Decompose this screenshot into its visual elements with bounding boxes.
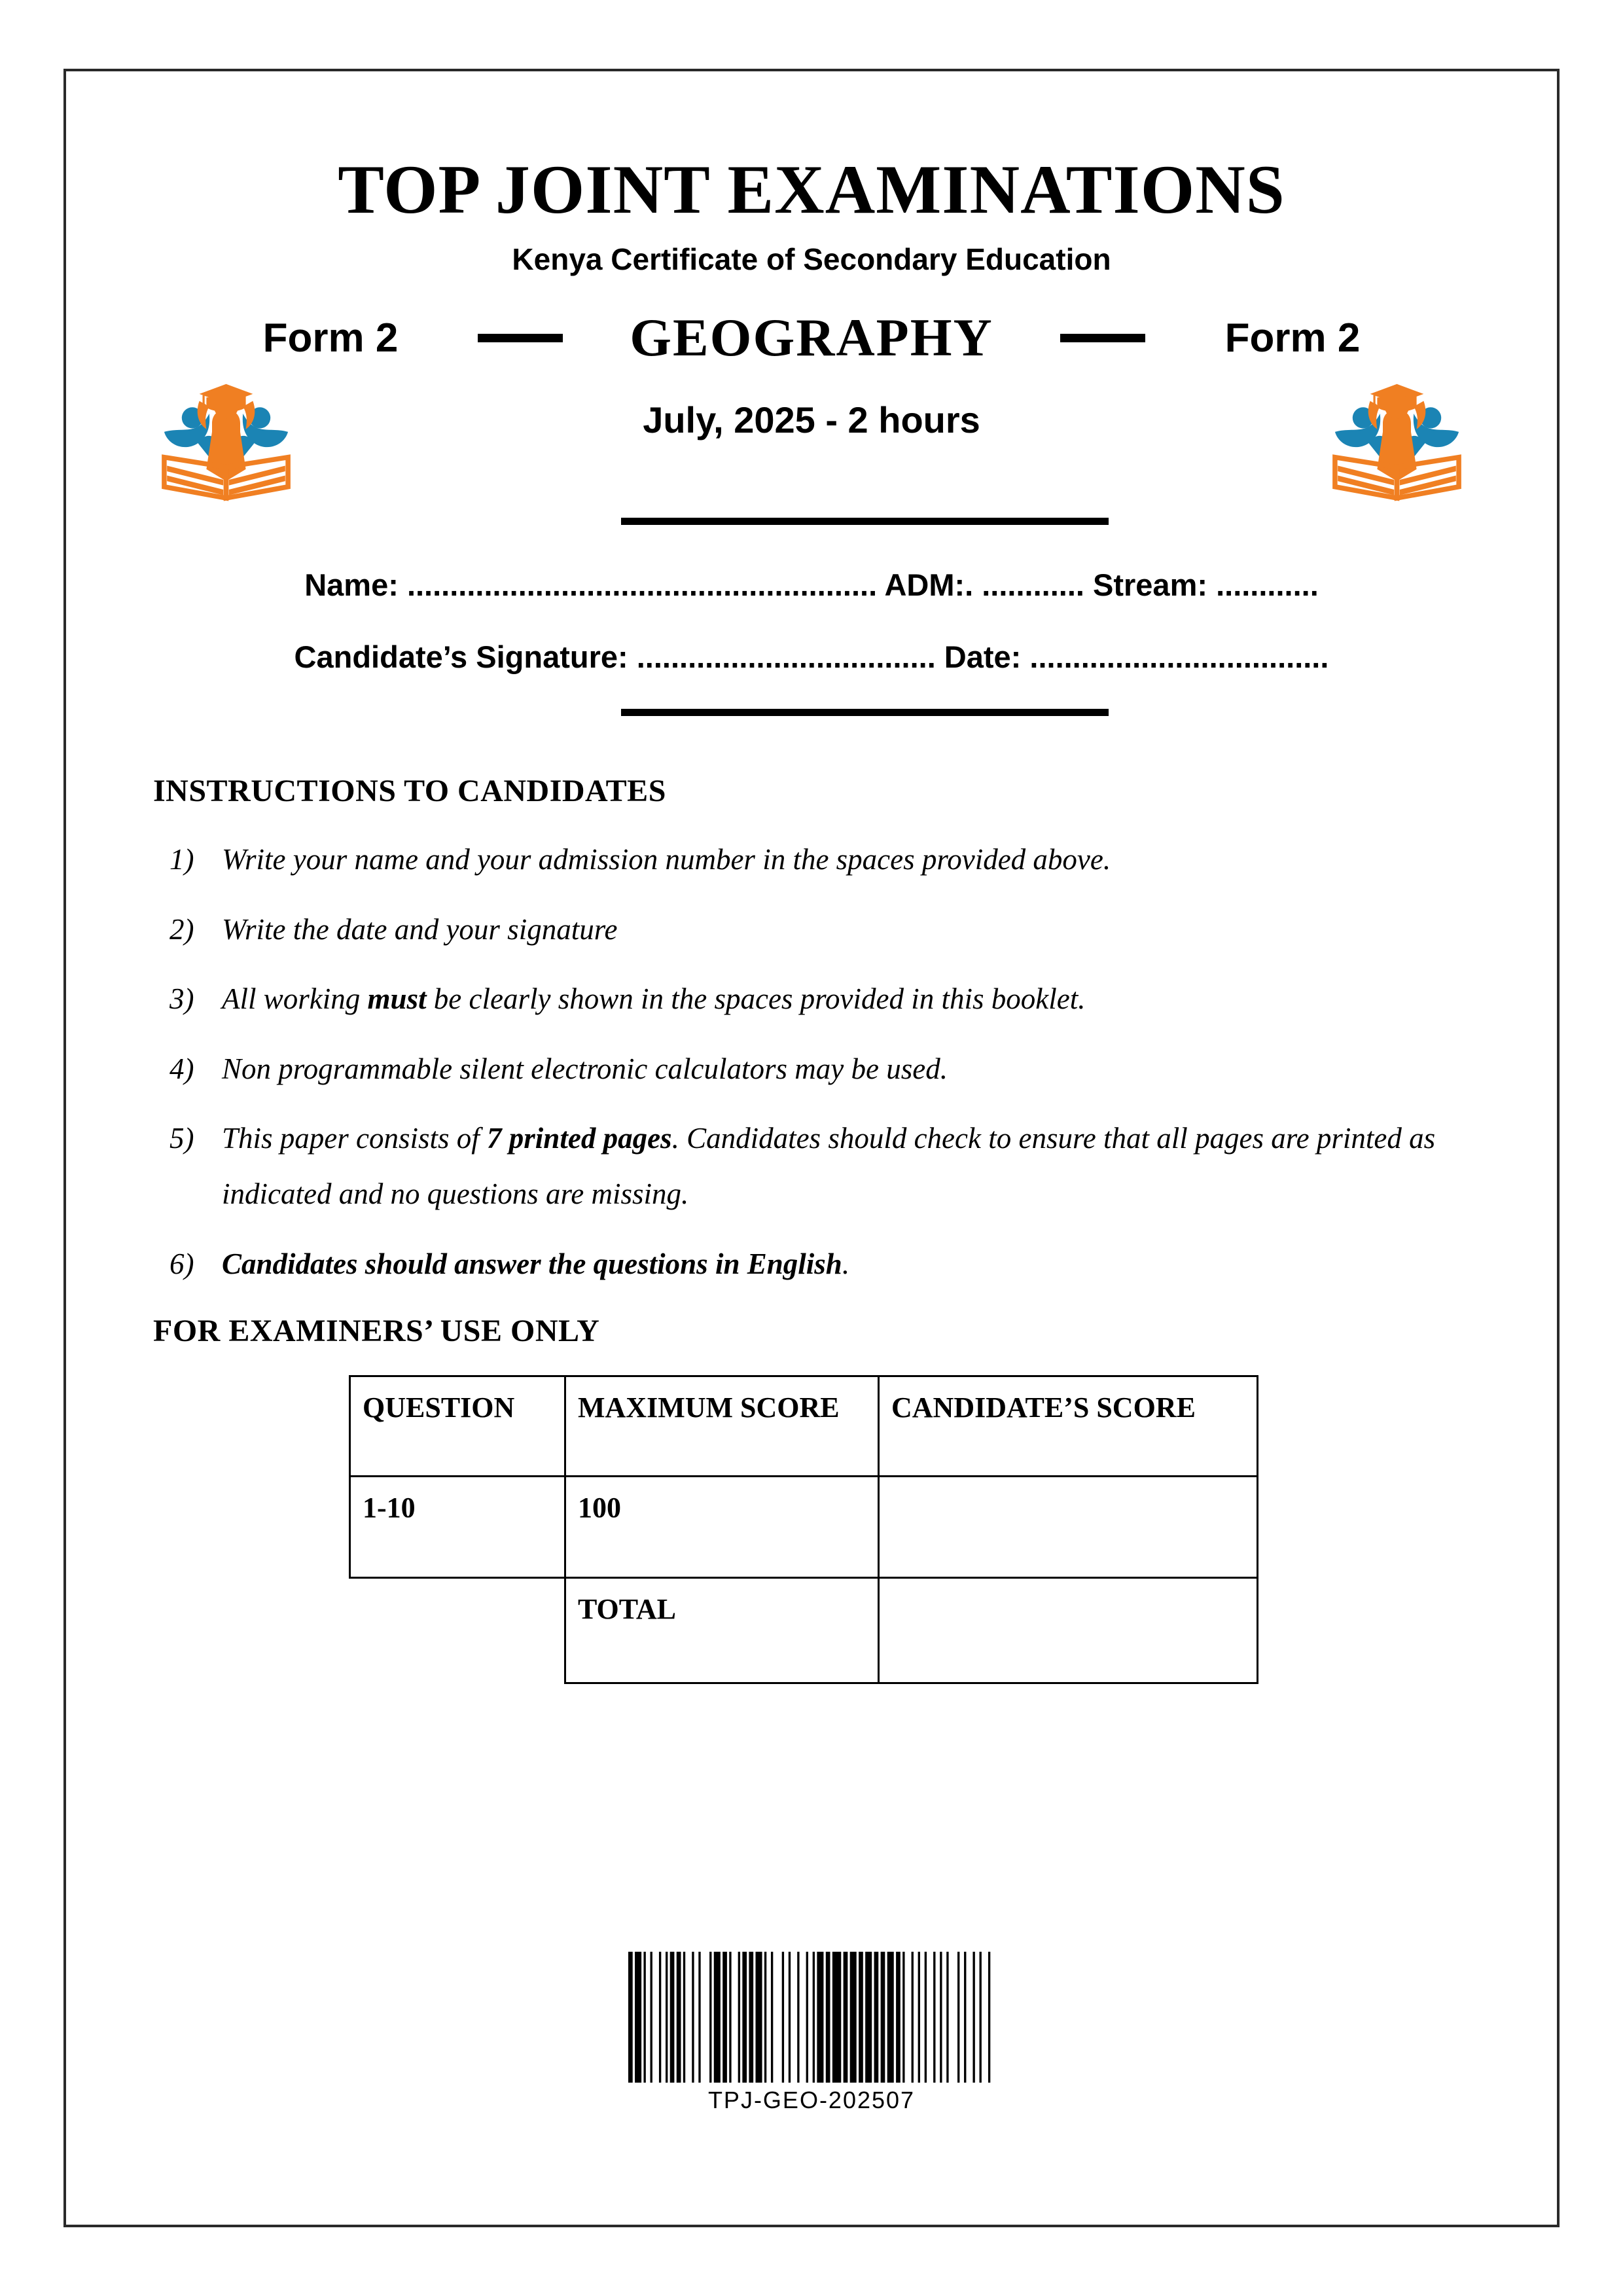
barcode-label: TPJ-GEO-202507 bbox=[707, 2087, 916, 2113]
candidate-score-cell[interactable] bbox=[879, 1477, 1258, 1578]
exam-date-duration: July, 2025 - 2 hours bbox=[643, 399, 980, 440]
instruction-marker: 6) bbox=[169, 1247, 194, 1280]
instruction-emphasis: 7 printed pages bbox=[487, 1122, 672, 1155]
instruction-text: This paper consists of bbox=[222, 1122, 488, 1155]
form-label-left: Form 2 bbox=[262, 315, 399, 361]
subject-name: GEOGRAPHY bbox=[630, 308, 993, 367]
table-row bbox=[350, 1477, 1258, 1578]
examiners-score-table bbox=[349, 1375, 1258, 1684]
table-cell: 100 bbox=[565, 1477, 879, 1578]
instruction-item bbox=[153, 1236, 1475, 1292]
instruction-text: Write your name and your admission number in the spaces provided above. bbox=[222, 843, 1111, 876]
institution-logo-left-icon bbox=[156, 367, 296, 508]
candidate-score-cell[interactable] bbox=[879, 1578, 1258, 1683]
instruction-text-tail: be clearly shown in the spaces provided in this booklet. bbox=[426, 982, 1086, 1016]
dash-rule-right-icon bbox=[1060, 334, 1145, 342]
column-header: CANDIDATE’S SCORE bbox=[879, 1376, 1258, 1477]
instruction-text: Write the date and your signature bbox=[222, 912, 618, 946]
instruction-item bbox=[153, 832, 1475, 888]
empty-cell bbox=[350, 1578, 565, 1683]
instruction-marker: 1) bbox=[169, 843, 194, 876]
subject-row bbox=[66, 307, 1557, 368]
institution-logo-right-icon bbox=[1327, 367, 1467, 508]
instruction-text-tail: . bbox=[842, 1247, 850, 1280]
instruction-text-tail: . Candidates should check to ensure that all pages are printed as indicated and no questions are missing. bbox=[222, 1122, 1436, 1210]
instruction-marker: 3) bbox=[169, 982, 194, 1016]
page-border bbox=[63, 69, 1560, 2227]
examiners-use-heading: FOR EXAMINERS’ USE ONLY bbox=[153, 1314, 600, 1348]
instruction-text: All working bbox=[222, 982, 368, 1016]
candidate-signature-date-line[interactable]: Candidate’s Signature: ................................... Date: ................................... bbox=[294, 639, 1329, 674]
dash-rule-left-icon bbox=[478, 334, 563, 342]
instruction-item bbox=[153, 1111, 1475, 1221]
barcode-block bbox=[66, 1952, 1557, 2114]
page-content bbox=[66, 71, 1557, 2225]
separator-rule-bottom bbox=[621, 709, 1109, 716]
instruction-marker: 2) bbox=[169, 912, 194, 946]
instruction-emphasis: must bbox=[367, 982, 427, 1016]
instructions-list bbox=[153, 832, 1475, 1306]
column-header: QUESTION bbox=[350, 1376, 565, 1477]
instruction-item bbox=[153, 1041, 1475, 1097]
table-row bbox=[350, 1578, 1258, 1683]
table-cell: TOTAL bbox=[565, 1578, 879, 1683]
instructions-heading: INSTRUCTIONS TO CANDIDATES bbox=[153, 774, 666, 808]
table-cell: 1-10 bbox=[350, 1477, 565, 1578]
barcode-icon bbox=[628, 1952, 995, 2083]
instruction-emphasis: Candidates should answer the questions in English bbox=[222, 1247, 842, 1280]
separator-rule-top bbox=[621, 518, 1109, 525]
instruction-text: Non programmable silent electronic calculators may be used. bbox=[222, 1052, 948, 1085]
instruction-marker: 5) bbox=[169, 1122, 194, 1155]
instruction-marker: 4) bbox=[169, 1052, 194, 1085]
exam-subtitle: Kenya Certificate of Secondary Education bbox=[512, 242, 1111, 276]
form-label-right: Form 2 bbox=[1224, 315, 1361, 361]
candidate-name-adm-stream-line[interactable]: Name: ....................................................... ADM:. ............ Stream: ............ bbox=[304, 567, 1319, 602]
exam-title: TOP JOINT EXAMINATIONS bbox=[338, 151, 1285, 228]
instruction-item bbox=[153, 902, 1475, 958]
column-header: MAXIMUM SCORE bbox=[565, 1376, 879, 1477]
table-header-row bbox=[350, 1376, 1258, 1477]
instruction-item bbox=[153, 971, 1475, 1027]
